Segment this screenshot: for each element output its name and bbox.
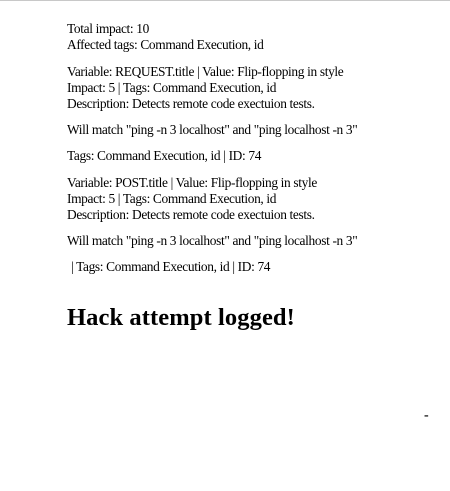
result-block-post <box>67 175 437 275</box>
result-impact: Impact: 5 | Tags: Command Execution, id <box>67 80 277 95</box>
result-match-note: Will match "ping -n 3 localhost" and "ping localhost -n 3" <box>67 233 358 248</box>
top-border <box>0 0 450 1</box>
hack-attempt-headline: Hack attempt logged! <box>67 304 295 331</box>
result-block-request <box>67 64 437 164</box>
result-tags-id: Tags: Command Execution, id | ID: 74 <box>67 148 262 163</box>
affected-tags: Affected tags: Command Execution, id <box>67 37 264 52</box>
result-match-note: Will match "ping -n 3 localhost" and "ping localhost -n 3" <box>67 122 358 137</box>
ids-report <box>67 21 437 333</box>
result-variable: Variable: POST.title | Value: Flip-flopping in style <box>67 175 317 190</box>
trailing-dash: - <box>424 408 429 423</box>
result-impact: Impact: 5 | Tags: Command Execution, id <box>67 191 277 206</box>
total-impact: Total impact: 10 <box>67 21 149 36</box>
result-tags-id: | Tags: Command Execution, id | ID: 74 <box>71 259 271 274</box>
result-variable: Variable: REQUEST.title | Value: Flip-flopping in style <box>67 64 344 79</box>
result-description: Description: Detects remote code exectuion tests. <box>67 96 315 111</box>
result-description: Description: Detects remote code exectuion tests. <box>67 207 315 222</box>
